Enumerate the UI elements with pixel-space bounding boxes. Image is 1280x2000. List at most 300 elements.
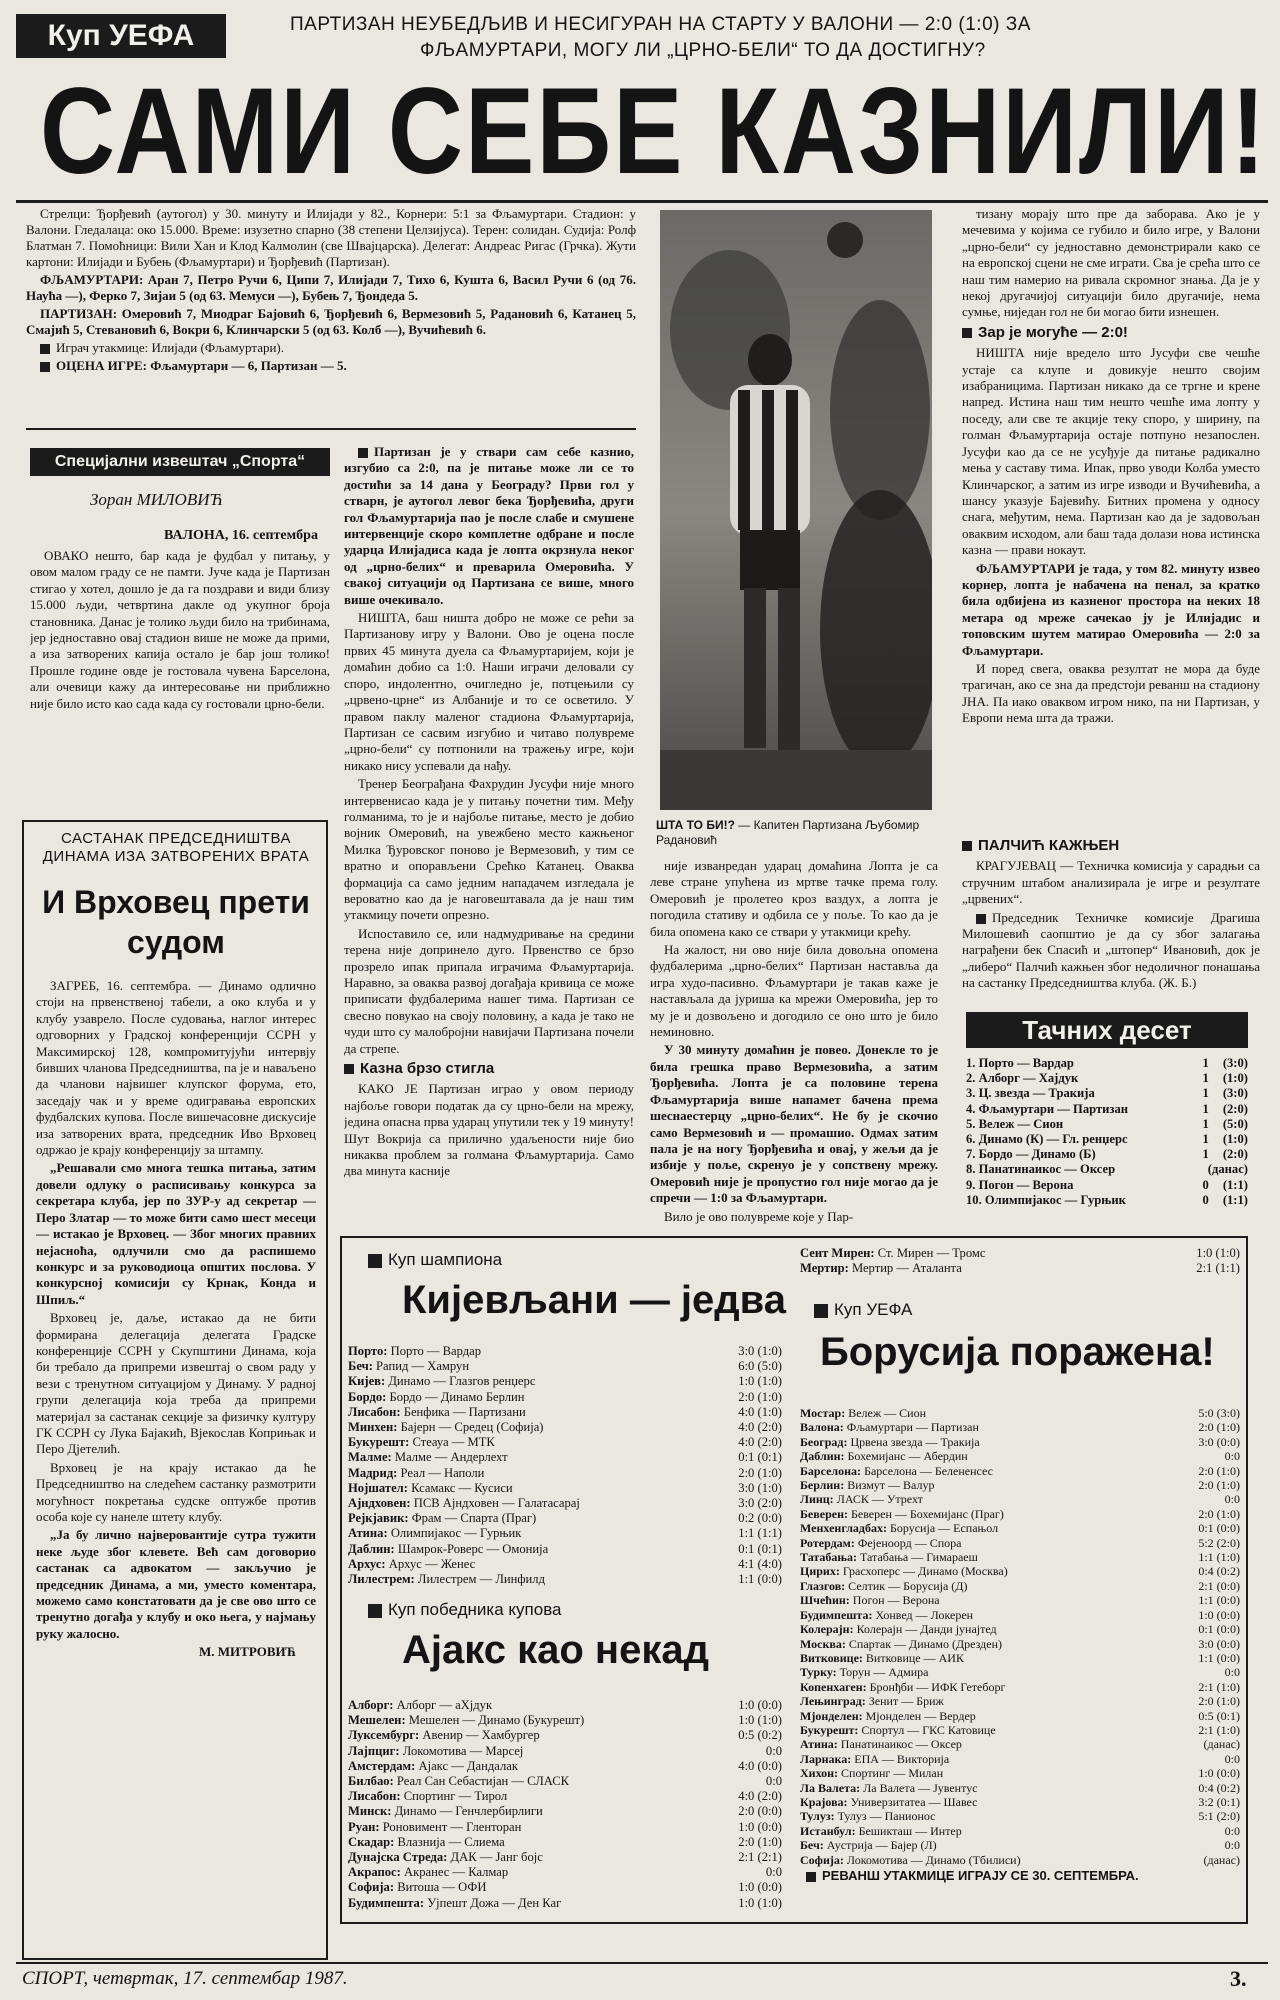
city-cell: Бордо: (348, 1389, 390, 1404)
teams-cell: Борусија — Еспањол (890, 1521, 999, 1536)
teams-cell: Бронђби — ИФК Гетеборг (869, 1679, 1006, 1694)
score-cell: (1:1) (1222, 1192, 1248, 1207)
teams-cell: Ксамакс — Кусиси (411, 1480, 513, 1495)
uefa-label-text: Куп УЕФА (834, 1300, 913, 1319)
bullet-icon (962, 841, 972, 851)
dinamo-sign: М. МИТРОВИЋ (199, 1644, 296, 1660)
teams-cell: Универзитатеа — Шавес (850, 1794, 978, 1809)
match-cell (348, 1405, 526, 1420)
city-cell: Ларнака: (800, 1751, 855, 1766)
table-row (348, 1572, 782, 1587)
bullet-icon (358, 448, 368, 458)
table-row (800, 1853, 1240, 1867)
teams-cell: Витоша — ОФИ (397, 1880, 487, 1895)
table-row (800, 1838, 1240, 1852)
result-cell (1203, 1178, 1248, 1193)
teams-cell: Бохемијанс — Абердин (847, 1449, 968, 1464)
revansi-note (806, 1868, 1236, 1884)
table-row (800, 1723, 1240, 1737)
match-cell (348, 1744, 523, 1759)
table-row (348, 1420, 782, 1435)
match-cell (800, 1435, 980, 1449)
table-row (966, 1086, 1248, 1101)
match-cell (348, 1390, 525, 1405)
score-cell: 0:0 (765, 1865, 782, 1880)
teams-cell: Спартак — Динамо (Дрезден) (848, 1636, 1003, 1651)
score-cell: 5:1 (2:0) (1198, 1809, 1240, 1824)
palcic-title (962, 838, 1260, 854)
city-cell: Даблин: (800, 1449, 848, 1464)
table-row (348, 1850, 782, 1865)
tip-cell: 0 (1202, 1177, 1209, 1192)
tip-cell: 1 (1202, 1056, 1209, 1070)
teams-cell: ЛАСК — Утрехт (836, 1492, 923, 1507)
match-cell (348, 1435, 495, 1450)
table-row (348, 1344, 782, 1359)
city-cell: Беч: (348, 1359, 377, 1374)
score-cell: 0:4 (0:2) (1198, 1780, 1240, 1795)
score-cell: 4:1 (4:0) (738, 1556, 782, 1571)
teams-cell: Малме — Андерлехт (394, 1450, 508, 1465)
match-cell (800, 1766, 943, 1780)
city-cell: Линц: (800, 1492, 837, 1507)
match-cell (800, 1809, 936, 1823)
bullet-icon (962, 328, 972, 338)
article-paragraph: Врховец је на крају истакао да ће Председништво на следећем састанку размотрити могућност покретања судске оптужбе против особа које су нанеле штету клубу. (36, 1459, 316, 1524)
match-cell: 3. Ц. звезда — Тракија (966, 1086, 1095, 1101)
result-cell (1203, 1102, 1248, 1117)
palcic-title-text: ПАЛЧИЋ КАЖЊЕН (978, 837, 1120, 854)
score-cell: 2:0 (1:0) (1198, 1478, 1240, 1493)
city-cell: Лисабон: (348, 1789, 404, 1804)
score-cell: (данас) (1203, 1737, 1240, 1752)
city-cell: Атина: (800, 1737, 841, 1752)
champ-label (368, 1250, 502, 1270)
uefa-label (814, 1300, 912, 1320)
teams-cell: Мјонделен — Вердер (865, 1708, 976, 1723)
city-cell: Даблин: (348, 1541, 398, 1556)
article-paragraph: КРАГУЈЕВАЦ — Техничка комисија у сарадњи са стручним штабом анализирала је игре и резултате „црвених“. (962, 858, 1260, 907)
table-row (800, 1809, 1240, 1823)
palcic-sign: (Ж. Б.) (1158, 975, 1197, 991)
teams-cell: Рапид — Хамрун (376, 1359, 470, 1374)
teams-cell: ЕПА — Викторија (854, 1751, 950, 1766)
footer-left: СПОРТ, четвртак, 17. септембар 1987. (22, 1968, 348, 1989)
tacnih-table (966, 1056, 1248, 1208)
score-cell: 3:2 (0:1) (1198, 1794, 1240, 1809)
palcic-article (962, 834, 1260, 1000)
teams-cell: Стеауа — МТК (412, 1435, 495, 1450)
teams-cell: ПСВ Ајндховен — Галатасарај (413, 1496, 580, 1511)
match-cell: 8. Панатинаикос — Оксер (966, 1162, 1116, 1177)
score-cell: (2:0) (1222, 1101, 1248, 1116)
tip-cell: 0 (1202, 1192, 1209, 1207)
dateline: ВАЛОНА, 16. септембра (164, 528, 318, 543)
city-cell: Копенхаген: (800, 1679, 870, 1694)
cw-label (368, 1600, 562, 1620)
score-cell: 1:0 (0:0) (738, 1698, 782, 1712)
teams-cell: Татабања — Гимараеш (860, 1550, 978, 1565)
match-cell (800, 1680, 1005, 1694)
teams-cell: Фејеноорд — Спора (857, 1535, 962, 1550)
teams-cell: Аустрија — Бајер (Л) (826, 1838, 937, 1853)
score-cell: 0:2 (0:0) (738, 1511, 782, 1526)
score-cell: 5:0 (3:0) (1198, 1406, 1240, 1420)
match-cell (348, 1789, 507, 1804)
article-paragraph: ФЉАМУРТАРИ је тада, у том 82. минуту извео корнер, лопта је набачена на пенал, за кратко била одбијена из казненог простора на неких 18 метара од мреже сачекао ју је Илијадис и топовским шутем матирао Омеровића — 2:0 за Фљамуртари. (962, 560, 1260, 658)
match-photo-image (660, 210, 932, 810)
score-cell: 2:1 (1:1) (1196, 1261, 1240, 1276)
score-cell: 3:0 (1:0) (738, 1480, 782, 1495)
bullet-icon (814, 1304, 828, 1318)
teams-cell: Авенир — Хамбургер (422, 1728, 540, 1743)
match-rating-text: ОЦЕНА ИГРЕ: Фљамуртари — 6, Партизан — 5. (56, 358, 347, 373)
table-row (800, 1435, 1240, 1449)
teams-cell: Ст. Мирен — Тромс (877, 1246, 986, 1260)
match-cell (800, 1261, 962, 1276)
bullet-icon (976, 914, 986, 924)
table-row (966, 1056, 1248, 1071)
match-cell (348, 1344, 481, 1359)
match-cell (800, 1651, 964, 1665)
match-cell (800, 1709, 976, 1723)
city-cell: Рејкјавик: (348, 1511, 412, 1526)
article-paragraph: НИШТА није вредело што Јусуфи све чешће устаје са клупе и довикује нешто својим изабраницима. Партизан никако да се тргне и крене напред. Истина наш тим нешто чешће има лопту у поседу, али све те акције теку споро, у ширину, па голман Фљамуртарија остаје потпуно незапослен. Јусуфи као да се не усуђује да питање радикално мења у саставу тима. Ипак, прво уводи Колба уместо Клинчарског, а затим из игре изводи и Вучићевића, а шансу указује Бајевићу. Битних промена у односу снага, међутим, нема. Партизан као да је задовољан оваквим исходом, али баш тада долази нова истинска казна — прави нокаут. (962, 345, 1260, 558)
score-cell: 2:0 (1:0) (1198, 1506, 1240, 1521)
match-cell: 7. Бордо — Динамо (Б) (966, 1147, 1096, 1162)
match-cell (348, 1420, 544, 1435)
teams-cell: Реал Сан Себастијан — СЛАСК (396, 1774, 570, 1789)
tip-cell: 1 (1202, 1132, 1209, 1147)
photo-caption-title: ШТА ТО БИ!? (656, 818, 735, 832)
table-row (800, 1261, 1240, 1276)
match-rating (26, 358, 636, 374)
score-cell: 0:1 (0:1) (738, 1541, 782, 1556)
match-cell (348, 1374, 535, 1389)
table-row (800, 1464, 1240, 1478)
table-row (800, 1593, 1240, 1607)
score-cell: 4:0 (2:0) (738, 1420, 782, 1435)
subheading-text: Казна брзо стигла (360, 1060, 495, 1078)
teams-cell: Спортинг — Тирол (403, 1789, 508, 1804)
score-cell: (1:0) (1222, 1132, 1248, 1147)
city-cell: Будимпешта: (348, 1895, 428, 1910)
city-cell: Беверен: (800, 1506, 851, 1521)
score-cell: 2:0 (1:0) (738, 1834, 782, 1849)
teams-cell: Алборг — аХјдук (396, 1698, 493, 1712)
score-cell: (3:0) (1222, 1056, 1248, 1070)
match-cell (800, 1622, 997, 1636)
bullet-icon (344, 1064, 354, 1074)
city-cell: Мадрид: (348, 1465, 401, 1480)
table-row (800, 1492, 1240, 1506)
teams-cell: Динамо — Глазгов ренџерс (388, 1374, 536, 1389)
city-cell: Берлин: (800, 1478, 848, 1493)
score-cell: 4:0 (1:0) (738, 1404, 782, 1419)
match-cell (348, 1896, 561, 1911)
table-row (348, 1835, 782, 1850)
city-cell: Беч: (800, 1838, 827, 1853)
article-paragraph: Испоставило се, или надмудривање на средини терена није допринело дуго. Првенство се брзо прозрело ипак припала играчима Фљамуртарија. Наравно, за оваква развој догађаја кривица се може приписати фудбалерима нашег тима. Партизан се свесно повукао на своју половину, а када је тако не чуди што су малобројни навијачи Партизана почели да стрепе. (344, 925, 634, 1056)
article-paragraph: „Ја бу лично најверовантије сутра тужити неке људе због клевете. Већ сам договорио састанак са адвокатом — закључио је председник Динама, а ми, уместо коментара, можемо само констатовати да је све ово што се тренутно догађа у клубу и око њега, у најмању руку жалосно. (36, 1527, 316, 1641)
table-row (800, 1665, 1240, 1679)
match-cell (800, 1507, 1004, 1521)
section-kicker: Куп УЕФА (16, 14, 226, 58)
score-cell: 0:0 (1224, 1665, 1240, 1680)
score-cell: 2:1 (2:1) (738, 1850, 782, 1865)
table-row (966, 1162, 1248, 1177)
teams-cell: Локомотива — Марсеј (402, 1743, 524, 1758)
table-row (800, 1507, 1240, 1521)
score-cell: 2:0 (0:0) (738, 1804, 782, 1819)
table-row (348, 1557, 782, 1572)
article-paragraph: НИШТА, баш ништа добро не може се рећи за Партизанову игру у Валони. Ово је оцена после првих 45 минута дуела са Фљамуртаријем, који је домаћин добио са 1:0. Наши играчи деловали су споро, индолентно, очигледно је, потцењили су „црвено-црне“ из Албаније и то се осветило. У правом паклу маленог стадиона Фљамуртарија, Партизан се сасвим изгубио и читаво полувреме „црно-бели“ су потпонили на тражењу игре, који никако нису успевали да нађу. (344, 610, 634, 773)
table-row (348, 1390, 782, 1405)
match-cell (800, 1464, 993, 1478)
table-row (348, 1435, 782, 1450)
city-cell: Софија: (800, 1852, 847, 1867)
match-cell (800, 1694, 944, 1708)
teams-cell: Спортинг — Милан (841, 1766, 944, 1781)
match-cell (800, 1579, 967, 1593)
revansi-text: РЕВАНШ УТАКМИЦЕ ИГРАЈУ СЕ 30. СЕПТЕМБРА. (822, 1868, 1139, 1883)
city-cell: Татабања: (800, 1550, 860, 1565)
table-row (348, 1713, 782, 1728)
palcic-paragraph-text: Председник Техничке комисије Драгиша Милошевић саопштио је да су због залагања награђени бек Спасић и „штопер“ Ивановић, док је „либеро“ Палчић кажњен због недоличног понашања на састанку Председништва клуба. (962, 909, 1260, 991)
match-cell (800, 1665, 928, 1679)
match-photo (660, 210, 932, 810)
city-cell: Ротердам: (800, 1535, 858, 1550)
city-cell: Крајова: (800, 1794, 851, 1809)
table-row (966, 1102, 1248, 1117)
score-cell: 0:1 (0:0) (1198, 1622, 1240, 1637)
city-cell: Порто: (348, 1344, 391, 1358)
match-cell (800, 1593, 940, 1607)
match-cell (800, 1737, 962, 1751)
match-cell: 6. Динамо (К) — Гл. ренџерс (966, 1132, 1128, 1147)
score-cell: (3:0) (1222, 1086, 1248, 1101)
city-cell: Дунајска Стреда: (348, 1850, 451, 1865)
result-cell (1203, 1056, 1248, 1071)
score-cell: (2:0) (1222, 1147, 1248, 1162)
bullet-icon (806, 1872, 816, 1882)
result-cell (1203, 1117, 1248, 1132)
score-cell: 2:0 (1:0) (738, 1389, 782, 1404)
score-cell: 0:5 (0:1) (1198, 1708, 1240, 1723)
match-lineup-home: ФЉАМУРТАРИ: Аран 7, Петро Ручи 6, Ципи 7, Илијади 7, Тихо 6, Кушта 6, Васил Ручи 6 (од 76. Наућа —), Ферко 7, Зијаи 5 (од 63. Мемуси —), Бубењ 7, Ђондеда 5. (26, 272, 636, 303)
match-cell (348, 1759, 518, 1774)
table-row (800, 1550, 1240, 1564)
teams-cell: Локомотива — Динамо (Тбилиси) (846, 1852, 1021, 1867)
article-column-1 (30, 548, 330, 818)
city-cell: Архус: (348, 1556, 389, 1571)
table-row (800, 1579, 1240, 1593)
match-cell (348, 1496, 580, 1511)
match-cell (348, 1728, 540, 1743)
match-cell (800, 1246, 985, 1261)
score-cell: 1:0 (0:0) (738, 1819, 782, 1834)
match-cell: 5. Вележ — Сион (966, 1116, 1064, 1131)
city-cell: Мешелен: (348, 1713, 409, 1728)
score-cell: 0:0 (765, 1743, 782, 1758)
city-cell: Минск: (348, 1804, 395, 1819)
tip-cell: 1 (1202, 1147, 1209, 1162)
table-row (800, 1737, 1240, 1751)
city-cell: Шчећин: (800, 1593, 853, 1608)
score-cell: 0:1 (0:0) (1198, 1521, 1240, 1536)
score-cell: 4:0 (0:0) (738, 1758, 782, 1773)
city-cell: Турку: (800, 1665, 840, 1680)
table-row (800, 1752, 1240, 1766)
match-cell (348, 1713, 584, 1728)
footer-rule (16, 1962, 1268, 1964)
table-row (800, 1406, 1240, 1420)
article-column-3 (650, 858, 938, 1262)
score-cell: 2:0 (1:0) (1198, 1694, 1240, 1709)
table-row (348, 1542, 782, 1557)
teams-cell: Зенит — Бриж (868, 1694, 944, 1709)
teams-cell: Панатинаикос — Оксер (840, 1737, 962, 1752)
table-row (800, 1420, 1240, 1434)
table-row (800, 1766, 1240, 1780)
dinamo-headline: И Врховец прети судом (42, 884, 310, 960)
teams-cell: Шамрок-Роверс — Омонија (397, 1541, 549, 1556)
champ-headline: Кијевљани — једва (402, 1278, 786, 1322)
champ-table (348, 1344, 782, 1587)
teams-cell: Погон — Верона (852, 1593, 940, 1608)
match-cell (800, 1752, 949, 1766)
score-cell: (1:0) (1222, 1071, 1248, 1086)
match-scorers: Стрелци: Ђорђевић (аутогол) у 30. минуту и Илијади у 82., Корнери: 5:1 за Фљамуртари. Стадион: у Валони. Гледалаца: око 15.000. Време: изузетно спарно (38 степени Целзијуса). Терен: солидан. Судија: Ролф Блатман 7. Помоћници: Вили Хан и Клод Калмолин (све Швајцарска). Делегат: Андреас Ригас (Грчка). Жути картони: Илијади и Бубењ (Фљамуртари) и Ђорђевић (Партизан). (26, 206, 636, 269)
city-cell: Лењинград: (800, 1694, 869, 1709)
article-column-4 (962, 206, 1260, 820)
teams-cell: Селтик — Борусија (Д) (848, 1578, 968, 1593)
table-row (348, 1405, 782, 1420)
teams-cell: Лилестрем — Линфилд (417, 1572, 545, 1587)
table-row (800, 1781, 1240, 1795)
score-cell: (5:0) (1222, 1116, 1248, 1131)
table-row (966, 1178, 1248, 1193)
match-cell (348, 1850, 543, 1865)
city-cell: Мјонделен: (800, 1708, 866, 1723)
score-cell: 1:1 (0:0) (738, 1572, 782, 1587)
table-row (348, 1759, 782, 1774)
cw-headline: Ајакс као некад (402, 1628, 709, 1672)
uefa-table (800, 1406, 1240, 1867)
table-row (800, 1521, 1240, 1535)
photo-caption-text: — Капитен Партизана Љубомир Радановић (656, 818, 920, 847)
match-cell (348, 1526, 521, 1541)
player-of-match-text: Играч утакмице: Илијади (Фљамуртари). (56, 340, 285, 355)
score-cell: 1:0 (0:0) (1198, 1607, 1240, 1622)
match-cell (348, 1880, 486, 1895)
match-cell (800, 1637, 1002, 1651)
city-cell: Београд: (800, 1434, 851, 1449)
table-row (348, 1511, 782, 1526)
dinamo-kicker: САСТАНАК ПРЕДСЕДНИШТВА ДИНАМА ИЗА ЗАТВОРЕНИХ ВРАТА (42, 830, 310, 865)
teams-cell: Порто — Вардар (390, 1344, 482, 1358)
match-cell (348, 1359, 469, 1374)
uefa-headline: Борусија поражена! (820, 1330, 1215, 1374)
score-cell: 0:0 (1224, 1492, 1240, 1507)
table-row (800, 1478, 1240, 1492)
city-cell: Нојшател: (348, 1480, 412, 1495)
match-cell: 2. Алборг — Хајдук (966, 1071, 1079, 1086)
score-cell: 1:0 (1:0) (1196, 1246, 1240, 1260)
city-cell: Сент Мирен: (800, 1246, 878, 1260)
bullet-icon (40, 344, 50, 354)
article-paragraph: није изванредан ударац домаћина Лопта је са леве стране упућена из мртве тачке према голу. Омеровић је пролетео кроз ваздух, а лопта је погодила стативу и одбила се у поље. То као да је била опомена како се ствари у утакмици крећу. (650, 858, 938, 939)
match-cell (800, 1608, 973, 1622)
table-row (348, 1744, 782, 1759)
table-row (800, 1651, 1240, 1665)
table-row (800, 1449, 1240, 1463)
match-cell (800, 1492, 923, 1506)
match-cell (348, 1572, 545, 1587)
score-cell: 2:1 (1:0) (1198, 1679, 1240, 1694)
dinamo-article (36, 978, 316, 1954)
teams-cell: Торун — Адмира (839, 1665, 929, 1680)
score-cell: 0:0 (1224, 1823, 1240, 1838)
score-cell: (1:1) (1222, 1177, 1248, 1192)
score-cell: 0:0 (1224, 1449, 1240, 1464)
score-cell: 1:0 (1:0) (738, 1713, 782, 1728)
teams-cell: Мертир — Аталанта (851, 1261, 962, 1276)
match-cell (800, 1550, 978, 1564)
score-cell: 3:0 (0:0) (1198, 1636, 1240, 1651)
score-cell: 2:0 (1:0) (1198, 1420, 1240, 1435)
article-paragraph: И поред свега, оваква резултат не мора да буде трагичан, ако се зна да предстоји реванш на стадиону ЈНА. Па иако оваквом игром нико, па ни Партизан, у Европи нема шта да тражи. (962, 660, 1260, 726)
table-row (348, 1804, 782, 1819)
match-cell (348, 1698, 492, 1713)
match-lineup-away: ПАРТИЗАН: Омеровић 7, Миодраг Бајовић 6, Ђорђевић 6, Вермезовић 5, Радановић 6, Катанец 5, Смајић 5, Стевановић 6, Вокри 6, Клинчарски 5 (од 63. Колб —), Вучићевић 6. (26, 306, 636, 337)
table-row (966, 1132, 1248, 1147)
match-cell (348, 1466, 484, 1481)
teams-cell: Уjпешт Дожа — Ден Каг (427, 1895, 562, 1910)
table-row (966, 1147, 1248, 1162)
score-cell: 1:0 (1:0) (738, 1374, 782, 1389)
city-cell: Лилестрем: (348, 1572, 418, 1587)
city-cell: Ајндховен: (348, 1496, 414, 1511)
tip-cell: 1 (1202, 1101, 1209, 1116)
match-cell (800, 1564, 1008, 1578)
teams-cell: Хонвед — Локерен (875, 1607, 974, 1622)
city-cell: Кијев: (348, 1374, 389, 1389)
table-row (800, 1608, 1240, 1622)
teams-cell: Фрам — Спарта (Праг) (411, 1511, 537, 1526)
city-cell: Букурешт: (348, 1435, 413, 1450)
city-cell: Будимпешта: (800, 1607, 876, 1622)
tacnih-title: Тачних десет (966, 1012, 1248, 1048)
table-row (800, 1246, 1240, 1261)
match-cell (348, 1804, 543, 1819)
table-row (348, 1496, 782, 1511)
match-cell (348, 1450, 508, 1465)
match-cell (800, 1795, 978, 1809)
score-cell: 0:0 (1224, 1751, 1240, 1766)
match-cell (348, 1865, 508, 1880)
teams-cell: Фљамуртари — Партизан (846, 1420, 979, 1435)
city-cell: Скадар: (348, 1834, 398, 1849)
teams-cell: ДАК — Јанг бојс (450, 1850, 543, 1865)
result-cell (1194, 1162, 1248, 1177)
table-row (348, 1774, 782, 1789)
score-cell: 1:1 (0:0) (1198, 1650, 1240, 1665)
match-cell: 4. Фљамуртари — Партизан (966, 1101, 1129, 1116)
teams-cell: Бордо — Динамо Берлин (389, 1389, 525, 1404)
match-cell (348, 1557, 475, 1572)
city-cell: Глазгов: (800, 1578, 849, 1593)
